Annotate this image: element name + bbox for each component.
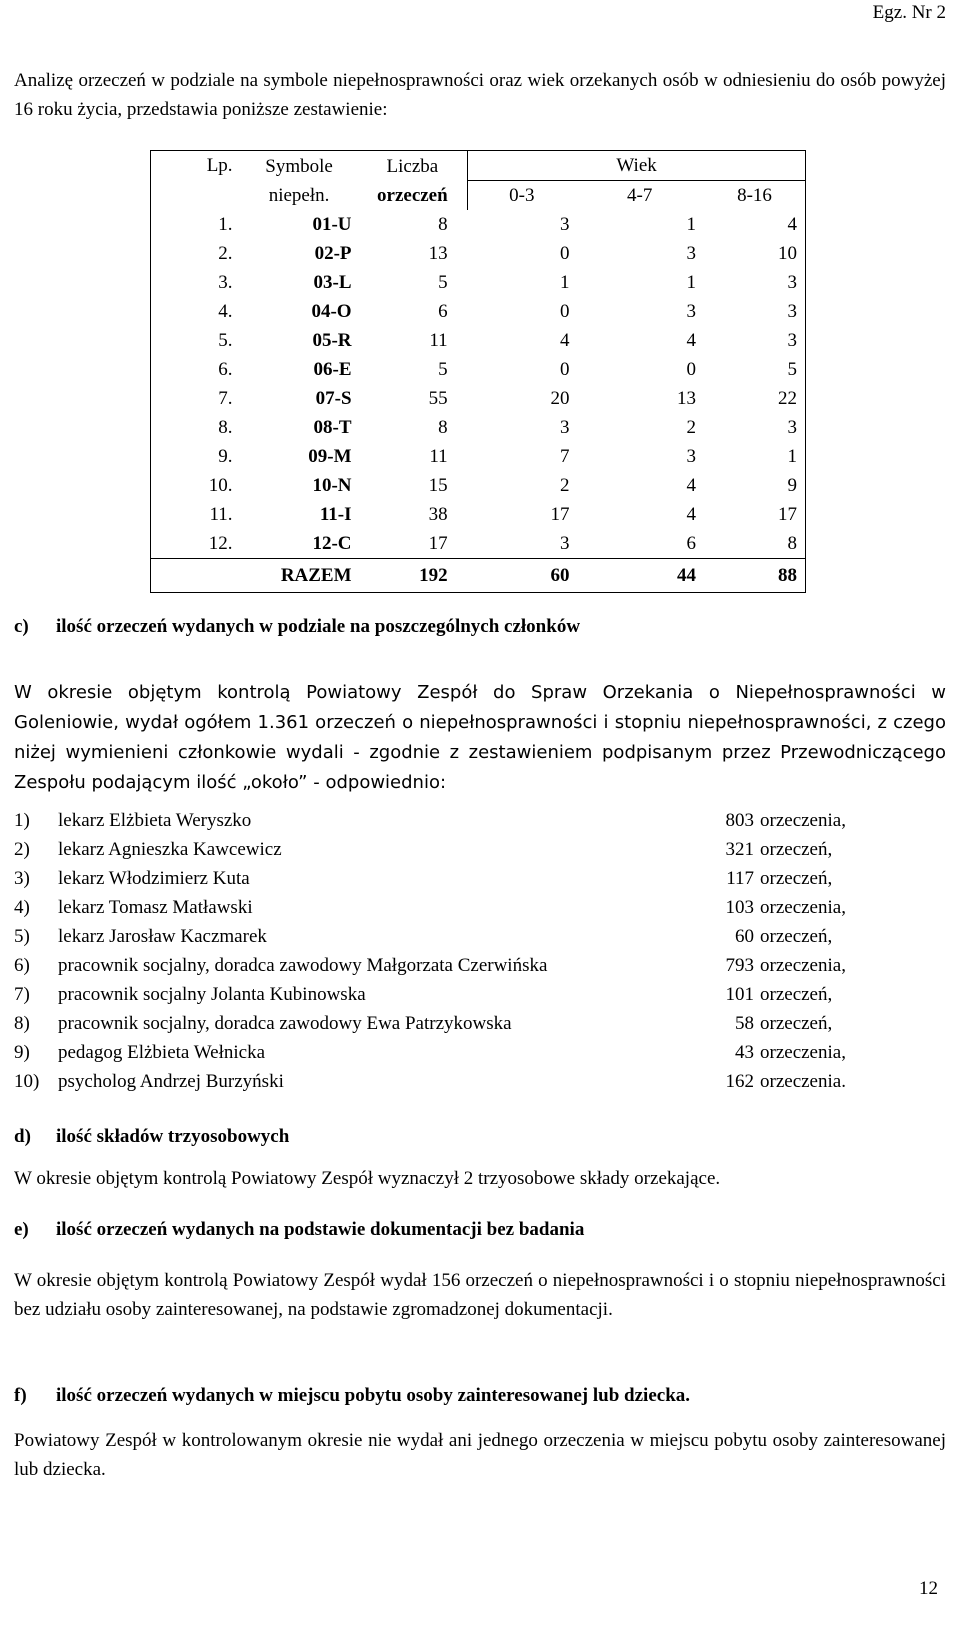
header-count: Liczba orzeczeń [358, 151, 468, 211]
table-row: 11. 11-I 38 17 4 17 [151, 500, 806, 529]
table-row: 7. 07-S 55 20 13 22 [151, 384, 806, 413]
total-label: RAZEM [241, 559, 358, 593]
document-copy-number: Egz. Nr 2 [872, 2, 946, 23]
list-item: 7) pracownik socjalny Jolanta Kubinowska 101 orzeczeń, [14, 984, 833, 1005]
table-row: 10. 10-N 15 2 4 9 [151, 471, 806, 500]
table-row: 5. 05-R 11 4 4 3 [151, 326, 806, 355]
section-c-body: W okresie objętym kontrolą Powiatowy Zespół do Spraw Orzekania o Niepełnosprawności w Goleniowie, wydał ogółem 1.361 orzeczeń o niepełnosprawności i stopniu niepełnosprawności, z czego niżej wymienieni członkowie wydali - zgodnie z zestawieniem podpisanym przez Przewodniczącego Zespołu podającym ilość „około” - odpowiednio: [14, 682, 946, 793]
table-row: 3. 03-L 5 1 1 3 [151, 268, 806, 297]
list-item: 5) lekarz Jarosław Kaczmarek 60 orzeczeń, [14, 926, 833, 947]
list-item: 10) psycholog Andrzej Burzyński 162 orzeczenia. [14, 1071, 846, 1092]
header-symbols: Symbole niepełn. [241, 151, 358, 211]
header-age-0-3: 0-3 [509, 184, 535, 206]
section-e-heading: e) ilość orzeczeń wydanych na podstawie dokumentacji bez badania [14, 1219, 585, 1240]
list-item: 9) pedagog Elżbieta Wełnicka 43 orzeczenia, [14, 1042, 846, 1063]
section-c-heading: c) ilość orzeczeń wydanych w podziale na poszczególnych członków [14, 616, 581, 637]
header-age-4-7: 4-7 [627, 184, 653, 206]
page-number: 12 [919, 1578, 938, 1599]
statistics-table [150, 150, 806, 593]
header-lp: Lp. [151, 151, 241, 181]
section-f-body: Powiatowy Zespół w kontrolowanym okresie nie wydał ani jednego orzeczenia w miejscu pobytu osoby zainteresowanej lub dziecka. [14, 1430, 946, 1480]
table-row: 1. 01-U 8 3 1 4 [151, 210, 806, 239]
header-wiek: Wiek [468, 151, 806, 181]
section-f-heading: f) ilość orzeczeń wydanych w miejscu pobytu osoby zainteresowanej lub dziecka. [14, 1385, 691, 1406]
header-age-8-16: 8-16 [704, 181, 806, 211]
section-e-body: W okresie objętym kontrolą Powiatowy Zespół wydał 156 orzeczeń o niepełnosprawności i o stopniu niepełnosprawności bez udziału osoby zainteresowanej, na podstawie zgromadzonej dokumentacji. [14, 1270, 946, 1320]
list-item: 2) lekarz Agnieszka Kawcewicz 321 orzeczeń, [14, 839, 833, 860]
list-item: 8) pracownik socjalny, doradca zawodowy Ewa Patrzykowska 58 orzeczeń, [14, 1013, 833, 1034]
table-row: 6. 06-E 5 0 0 5 [151, 355, 806, 384]
section-d-heading: d) ilość składów trzyosobowych [14, 1126, 290, 1147]
table-row: 9. 09-M 11 7 3 1 [151, 442, 806, 471]
table-row: 4. 04-O 6 0 3 3 [151, 297, 806, 326]
table-row: 12. 12-C 17 3 6 8 [151, 529, 806, 559]
section-d-body: W okresie objętym kontrolą Powiatowy Zespół wyznaczył 2 trzyosobowe składy orzekające. [14, 1168, 721, 1189]
list-item: 4) lekarz Tomasz Matławski 103 orzeczenia, [14, 897, 846, 918]
table-total-row: RAZEM 192 60 44 88 [151, 559, 806, 593]
table-row: 8. 08-T 8 3 2 3 [151, 413, 806, 442]
members-list [14, 806, 946, 1096]
total-count: 192 [358, 559, 468, 593]
list-item: 6) pracownik socjalny, doradca zawodowy Małgorzata Czerwińska 793 orzeczenia, [14, 955, 846, 976]
list-item: 1) lekarz Elżbieta Weryszko 803 orzeczenia, [14, 810, 846, 831]
table-row: 2. 02-P 13 0 3 10 [151, 239, 806, 268]
list-item: 3) lekarz Włodzimierz Kuta 117 orzeczeń, [14, 868, 833, 889]
intro-paragraph: Analizę orzeczeń w podziale na symbole niepełnosprawności oraz wiek orzekanych osób w odniesieniu do osób powyżej 16 roku życia, przedstawia poniższe zestawienie: [14, 70, 946, 120]
